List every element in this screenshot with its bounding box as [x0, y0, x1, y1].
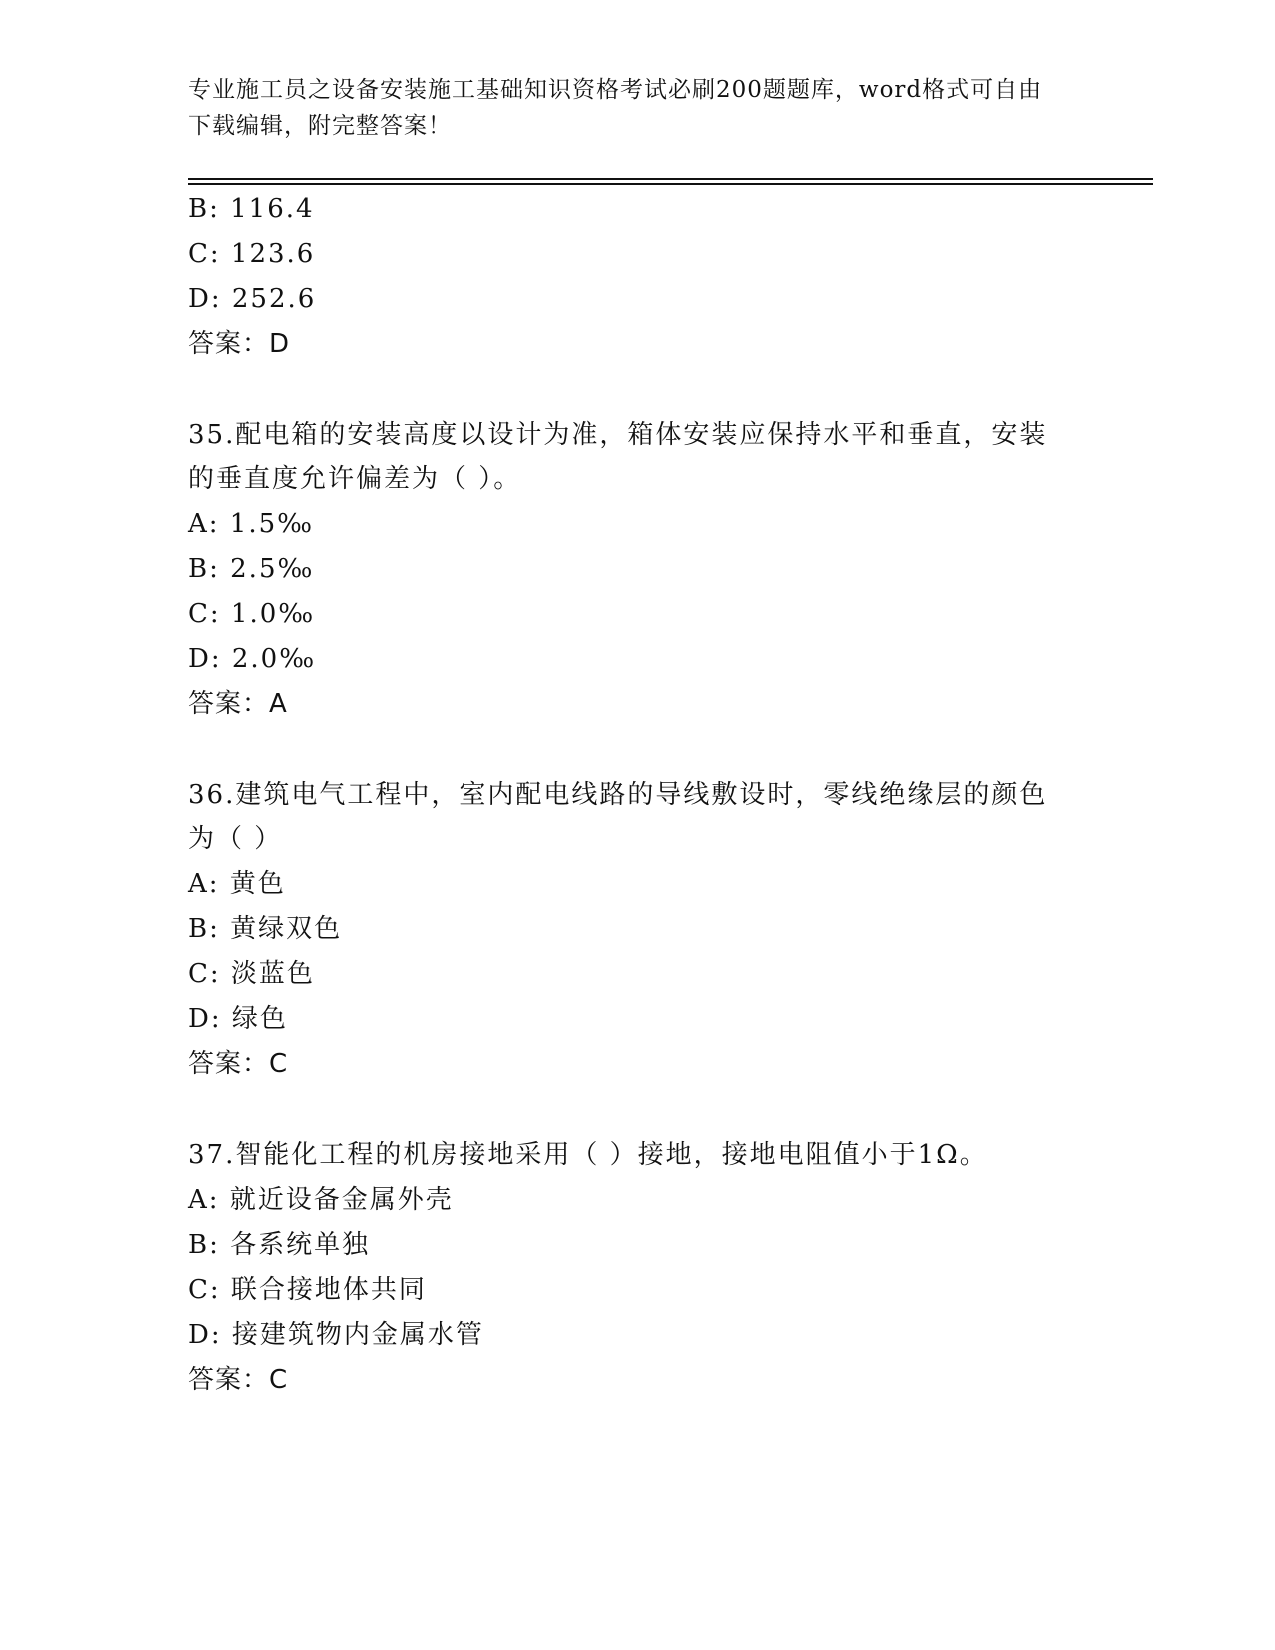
- q36-option-b: B: 黄绿双色: [188, 914, 343, 944]
- q36-option-d: D: 绿色: [188, 1004, 288, 1034]
- header-divider-bottom: [188, 183, 1153, 185]
- q36-option-a: A: 黄色: [188, 869, 286, 899]
- q34-option-c: C: 123.6: [188, 239, 316, 269]
- q35-option-c: C: 1.0‰: [188, 599, 316, 629]
- q35-option-a: A: 1.5‰: [188, 509, 315, 539]
- q36-answer: 答案：C: [188, 1049, 289, 1079]
- q35-stem-line-2: 的垂直度允许偏差为（ ）。: [188, 464, 522, 494]
- q35-answer: 答案：A: [188, 689, 288, 719]
- q34-option-b: B: 116.4: [188, 194, 315, 224]
- q35-stem-line-1: 35.配电箱的安装高度以设计为准，箱体安装应保持水平和垂直，安装: [188, 420, 1048, 450]
- q35-option-d: D: 2.0‰: [188, 644, 317, 674]
- document-header: [188, 72, 1088, 144]
- header-line-1: 专业施工员之设备安装施工基础知识资格考试必刷200题题库，word格式可自由: [188, 77, 1043, 103]
- header-line-2: 下载编辑，附完整答案！: [188, 113, 452, 139]
- q36-option-c: C: 淡蓝色: [188, 959, 315, 989]
- header-divider-top: [188, 178, 1153, 180]
- q36-stem-line-1: 36.建筑电气工程中，室内配电线路的导线敷设时，零线绝缘层的颜色: [188, 780, 1048, 810]
- q34-answer: 答案：D: [188, 329, 291, 359]
- q37-option-d: D: 接建筑物内金属水管: [188, 1320, 484, 1350]
- q36-stem-line-2: 为（ ）: [188, 824, 283, 854]
- q35-option-b: B: 2.5‰: [188, 554, 315, 584]
- q37-option-c: C: 联合接地体共同: [188, 1275, 427, 1305]
- q37-option-b: B: 各系统单独: [188, 1230, 371, 1260]
- q37-option-a: A: 就近设备金属外壳: [188, 1185, 454, 1215]
- q37-answer: 答案：C: [188, 1365, 289, 1395]
- q34-option-d: D: 252.6: [188, 284, 317, 314]
- q37-stem-line-1: 37.智能化工程的机房接地采用（ ）接地，接地电阻值小于1Ω。: [188, 1140, 988, 1170]
